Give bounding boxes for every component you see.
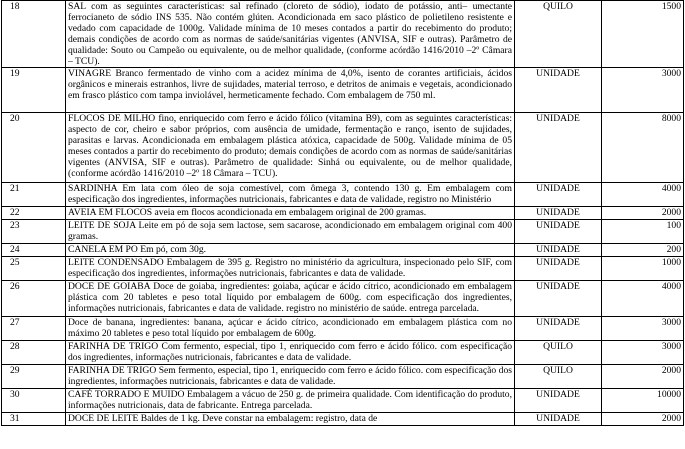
item-number: 28 [2, 341, 66, 365]
item-unit: UNIDADE [515, 413, 602, 426]
table-row [2, 317, 684, 341]
item-quantity: 3000 [602, 341, 684, 365]
item-quantity: 1000 [602, 257, 684, 281]
item-unit: QUILO [515, 1, 602, 68]
item-number: 20 [2, 113, 66, 183]
item-description: SAL com as seguintes características: sal refinado (cloreto de sódio), iodato de potássio, anti– umectante ferrocianeto de sódio INS 535. Não contém glúten. Acondicionada em saco plástico de polietileno resistente e vedado com capacidade de 1000g. Validade mínima de 10 meses contados a partir do recebimento do produto; demais condições de acordo com as normas de saúde/sanitárias vigentes (ANVISA, SIF e outras). Parâmetro de qualidade: Souto ou Campeão ou equivalente, ou de melhor qualidade, (conforme acórdão 1416/2010 –2º Câmara – TCU). [66, 1, 515, 68]
item-number: 23 [2, 220, 66, 244]
item-quantity: 3000 [602, 68, 684, 113]
item-description: DOCE DE LEITE Baldes de 1 kg. Deve constar na embalagem: registro, data de [66, 413, 515, 426]
table-row [2, 244, 684, 257]
table-row [2, 1, 684, 68]
items-table [1, 0, 684, 426]
table-row [2, 281, 684, 317]
item-quantity: 4000 [602, 281, 684, 317]
item-quantity: 3000 [602, 317, 684, 341]
table-row [2, 341, 684, 365]
item-unit: UNIDADE [515, 207, 602, 220]
item-quantity: 2000 [602, 365, 684, 389]
table-row [2, 68, 684, 113]
item-unit: UNIDADE [515, 389, 602, 413]
table-row [2, 113, 684, 183]
item-unit: UNIDADE [515, 220, 602, 244]
item-unit: UNIDADE [515, 317, 602, 341]
item-number: 18 [2, 1, 66, 68]
item-unit: UNIDADE [515, 68, 602, 113]
item-quantity: 2000 [602, 207, 684, 220]
item-description: Doce de banana, ingredientes: banana, açúcar e ácido cítrico, acondicionado em embalagem plástica com no máximo 20 tabletes e peso total líquido por embalagem de 600g. [66, 317, 515, 341]
item-unit: QUILO [515, 365, 602, 389]
item-description: FLOCOS DE MILHO fino, enriquecido com ferro e ácido fólico (vitamina B9), com as seguintes características: aspecto de cor, cheiro e sabor próprios, com ausência de umidade, fermentação e ranço, isento de sujidades, parasitas e larvas. Acondicionada em embalagem plástica atóxica, capacidade de 500g. Validade mínima de 05 meses contados a partir do recebimento do produto; demais condições de acordo com as normas de saúde/sanitárias vigentes (ANVISA, SIF e outras). Parâmetro de qualidade: Sinhá ou equivalente, ou de melhor qualidade, (conforme acórdão 1416/2010 –2º 18 Câmara – TCU). [66, 113, 515, 183]
table-row [2, 183, 684, 207]
item-description: FARINHA DE TRIGO Sem fermento, especial, tipo 1, enriquecido com ferro e ácido fólico. com especificação dos ingredientes, informações nutricionais, fabricantes e data de validade. [66, 365, 515, 389]
item-description: VINAGRE Branco fermentado de vinho com a acidez mínima de 4,0%, isento de corantes artificiais, ácidos orgânicos e minerais estranhos, livre de sujidades, material terroso, e detritos de animais e vegetais, acondicionado em frasco plástico com tampa inviolável, hermeticamente fechado. Com embalagem de 750 ml. [66, 68, 515, 113]
item-description: SARDINHA Em lata com óleo de soja comestível, com ômega 3, contendo 130 g. Em embalagem com especificação dos ingredientes, informações nutricionais, fabricantes e data de validade, registro no Ministério [66, 183, 515, 207]
table-row [2, 365, 684, 389]
item-unit: UNIDADE [515, 257, 602, 281]
table-row [2, 207, 684, 220]
item-quantity: 4000 [602, 183, 684, 207]
item-quantity: 10000 [602, 389, 684, 413]
item-unit: QUILO [515, 341, 602, 365]
item-number: 27 [2, 317, 66, 341]
item-number: 29 [2, 365, 66, 389]
item-number: 30 [2, 389, 66, 413]
item-quantity: 2000 [602, 413, 684, 426]
item-number: 19 [2, 68, 66, 113]
table-row [2, 413, 684, 426]
item-unit: UNIDADE [515, 113, 602, 183]
item-number: 31 [2, 413, 66, 426]
item-description: CANELA EM PO Em pó, com 30g. [66, 244, 515, 257]
item-description: LEITE CONDENSADO Embalagem de 395 g. Registro no ministério da agricultura, inspecionado pelo SIF, com especificação dos ingredientes, informações nutricionais, fabricantes e data de validade. [66, 257, 515, 281]
item-number: 21 [2, 183, 66, 207]
table-row [2, 220, 684, 244]
item-quantity: 8000 [602, 113, 684, 183]
item-number: 22 [2, 207, 66, 220]
item-unit: UNIDADE [515, 281, 602, 317]
item-description: FARINHA DE TRIGO Com fermento, especial, tipo 1, enriquecido com ferro e ácido fólico. com especificação dos ingredientes, informações nutricionais, fabricantes e data de validade. [66, 341, 515, 365]
item-number: 26 [2, 281, 66, 317]
item-quantity: 100 [602, 220, 684, 244]
item-unit: UNIDADE [515, 244, 602, 257]
item-description: AVEIA EM FLOCOS aveia em flocos acondicionada em embalagem original de 200 gramas. [66, 207, 515, 220]
item-quantity: 200 [602, 244, 684, 257]
item-quantity: 1500 [602, 1, 684, 68]
item-description: DOCE DE GOIABA Doce de goiaba, ingredientes: goiaba, açúcar e ácido cítrico, acondicionado em embalagem plástica com 20 tabletes e peso total líquido por embalagem de 600g. com especificação dos ingredientes, informações nutricionais, fabricantes e data de validade. registro no ministério de saúde. entrega parcelada. [66, 281, 515, 317]
item-number: 25 [2, 257, 66, 281]
table-row [2, 257, 684, 281]
item-description: LEITE DE SOJA Leite em pó de soja sem lactose, sem sacarose, acondicionado em embalagem original com 400 gramas. [66, 220, 515, 244]
item-description: CAFÉ TORRADO E MUIDO Embalagem a vácuo de 250 g. de primeira qualidade. Com identificação do produto, informações nutricionais, data de fabricante. Entrega parcelada. [66, 389, 515, 413]
item-number: 24 [2, 244, 66, 257]
item-unit: UNIDADE [515, 183, 602, 207]
table-row [2, 389, 684, 413]
